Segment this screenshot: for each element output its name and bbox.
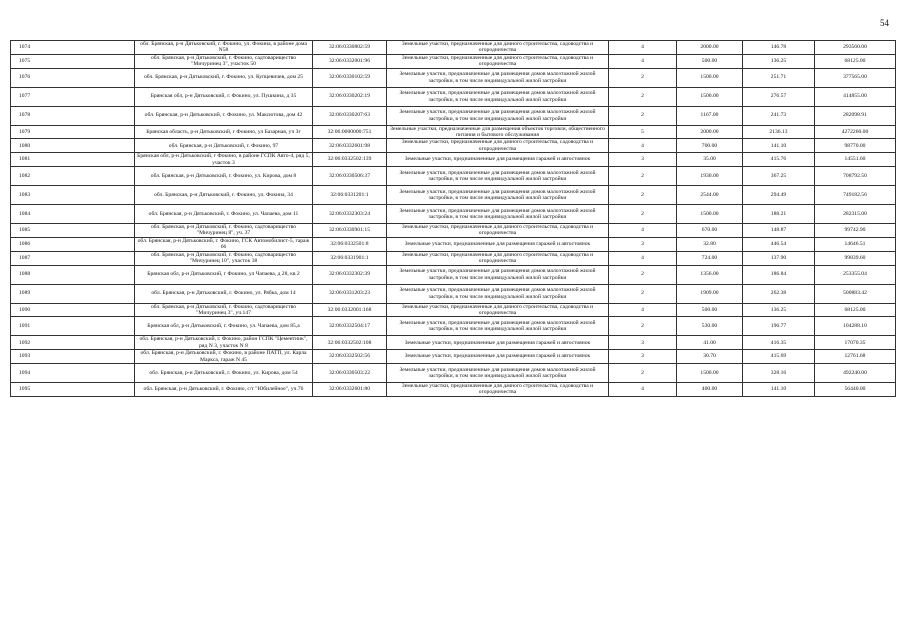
land-use-cell: Земельные участки, предназначенные для размещения домов малоэтажной жилой застройки, в том числе индивидуальной жилой застройки — [387, 363, 609, 382]
use-group-cell: 4 — [609, 251, 677, 265]
specific-value-cell: 367.25 — [743, 167, 815, 186]
specific-value-cell: 262.38 — [743, 284, 815, 303]
specific-value-cell: 276.57 — [743, 87, 815, 106]
land-use-cell: Земельные участки, предназначенные для размещения домов малоэтажной жилой застройки, в том числе индивидуальной жилой застройки — [387, 317, 609, 336]
address-cell: обл. Брянская, р-н Дятьковский, г. Фокино, ул. Купцевичев, дом 25 — [135, 68, 313, 87]
cadastral-value-cell: 492240.00 — [815, 363, 896, 382]
land-use-cell: Земельные участки, предназначенные для дачного строительства, садоводства и огородничества — [387, 54, 609, 68]
cadastral-value-cell: 282315.00 — [815, 205, 896, 224]
table-row — [11, 303, 896, 317]
land-use-cell: Земельные участки, предназначенные для дачного строительства, садоводства и огородничества — [387, 139, 609, 153]
page-number: 54 — [880, 18, 889, 28]
cadastral-number-cell: 32:06:0331901:1 — [313, 251, 387, 265]
land-use-cell: Земельные участки, предназначенные для размещения гаражей и автостоянок — [387, 153, 609, 167]
row-number: 1080 — [11, 139, 135, 153]
table-row — [11, 284, 896, 303]
cadastral-value-cell: 500883.42 — [815, 284, 896, 303]
cadastral-number-cell: 32:06:0332001:96 — [313, 54, 387, 68]
cadastral-value-table — [10, 40, 896, 397]
area-cell: 500.00 — [677, 303, 743, 317]
area-cell: 1909.00 — [677, 284, 743, 303]
area-cell: 400.00 — [677, 382, 743, 396]
area-cell: 41.00 — [677, 336, 743, 350]
table-row — [11, 382, 896, 396]
cadastral-value-cell: 68125.00 — [815, 54, 896, 68]
address-cell: обл. Брянская, р-н Дятьковский, г. Фокино, с/т "Юбилейное", уч.76 — [135, 382, 313, 396]
address-cell: Брянская область, р-н Дятьковский, г Фокино, ул Базарная, уч 3г — [135, 125, 313, 139]
row-number: 1076 — [11, 68, 135, 87]
table-row — [11, 186, 896, 205]
cadastral-number-cell: 32:06:0332502:139 — [313, 153, 387, 167]
specific-value-cell: 141.10 — [743, 382, 815, 396]
row-number: 1082 — [11, 167, 135, 186]
table-row — [11, 54, 896, 68]
cadastral-number-cell: 32:06:0332502:108 — [313, 336, 387, 350]
area-cell: 1500.00 — [677, 68, 743, 87]
address-cell: Брянская обл, р-н Дятьковский, г. Фокино, ул. Чапаева, дом 85,а — [135, 317, 313, 336]
cadastral-number-cell: 32:06:0332601:98 — [313, 139, 387, 153]
area-cell: 1500.00 — [677, 87, 743, 106]
table-row — [11, 237, 896, 251]
cadastral-value-cell: 14551.60 — [815, 153, 896, 167]
use-group-cell: 3 — [609, 153, 677, 167]
row-number: 1084 — [11, 205, 135, 224]
cadastral-value-cell: 14646.51 — [815, 237, 896, 251]
use-group-cell: 2 — [609, 317, 677, 336]
specific-value-cell: 136.25 — [743, 303, 815, 317]
row-number: 1088 — [11, 265, 135, 284]
row-number: 1095 — [11, 382, 135, 396]
table-row — [11, 125, 896, 139]
specific-value-cell: 148.87 — [743, 224, 815, 238]
row-number: 1093 — [11, 350, 135, 364]
address-cell: обл. Брянская, р-н Дятьковский, г. Фокино, садтоварищество "Мичуринец 10", участок 38 — [135, 251, 313, 265]
cadastral-number-cell: 32:06:0331203:23 — [313, 284, 387, 303]
use-group-cell: 2 — [609, 87, 677, 106]
area-cell: 1356.00 — [677, 265, 743, 284]
use-group-cell: 2 — [609, 265, 677, 284]
address-cell: обл. Брянская, р-н Дятьковский, г. Фокино, ул. Максютова, дом 42 — [135, 106, 313, 125]
specific-value-cell: 2136.13 — [743, 125, 815, 139]
address-cell: обл. Брянская, р-н Дятьковский, г. Фокино, садтоварищество "Мичуринец 8", уч. 37 — [135, 224, 313, 238]
cadastral-number-cell: 32:06:0330506:37 — [313, 167, 387, 186]
address-cell: обл. Брянская, р-н Дятьковский, г. Фокино, ул. Чапаева, дом 11 — [135, 205, 313, 224]
area-cell: 700.00 — [677, 139, 743, 153]
cadastral-number-cell: 32:06:0332501:8 — [313, 237, 387, 251]
specific-value-cell: 415.76 — [743, 153, 815, 167]
cadastral-value-cell: 377565.00 — [815, 68, 896, 87]
cadastral-number-cell: 32:06:0331201:1 — [313, 186, 387, 205]
table-row — [11, 87, 896, 106]
cadastral-number-cell: 32:06:0332601:80 — [313, 382, 387, 396]
address-cell: обл. Брянская, р-н Дятьковский, г. Фокино, ул. Фокина, 34 — [135, 186, 313, 205]
land-use-cell: Земельные участки, предназначенные для размещения гаражей и автостоянок — [387, 350, 609, 364]
cadastral-value-cell: 99742.90 — [815, 224, 896, 238]
specific-value-cell: 241.73 — [743, 106, 815, 125]
land-use-cell: Земельные участки, предназначенные для размещения домов малоэтажной жилой застройки, в том числе индивидуальной жилой застройки — [387, 284, 609, 303]
cadastral-number-cell: 32:06:0330102:59 — [313, 68, 387, 87]
table-row — [11, 336, 896, 350]
address-cell: обл. Брянская, р-н Дятьковский, г. Фокино, ГСК Автомобилист-5, гараж 66 — [135, 237, 313, 251]
address-cell: обл. Брянская, р-н Дятьковский, г. Фокино, ул. Фокина, в районе дома N58 — [135, 41, 313, 55]
specific-value-cell: 251.71 — [743, 68, 815, 87]
use-group-cell: 5 — [609, 125, 677, 139]
area-cell: 30.70 — [677, 350, 743, 364]
specific-value-cell: 146.78 — [743, 41, 815, 55]
cadastral-value-cell: 749182.56 — [815, 186, 896, 205]
table-row — [11, 106, 896, 125]
specific-value-cell: 137.90 — [743, 251, 815, 265]
row-number: 1089 — [11, 284, 135, 303]
row-number: 1074 — [11, 41, 135, 55]
specific-value-cell: 141.10 — [743, 139, 815, 153]
table-row — [11, 41, 896, 55]
table-row — [11, 317, 896, 336]
cadastral-value-cell: 414855.00 — [815, 87, 896, 106]
address-cell: обл. Брянская, р-н Дятьковский, г. Фокино, в районе ПАТП, ул. Карла Маркса, гараж N 45 — [135, 350, 313, 364]
table-row — [11, 265, 896, 284]
address-cell: обл. Брянская, р-н Дятьковский, г. Фокино, садтоварищество "Мичуринец 3", участок 50 — [135, 54, 313, 68]
table-row — [11, 153, 896, 167]
cadastral-value-cell: 98770.00 — [815, 139, 896, 153]
land-use-cell: Земельные участки, предназначенные для размещения домов малоэтажной жилой застройки, в том числе индивидуальной жилой застройки — [387, 205, 609, 224]
cadastral-value-cell: 253355.04 — [815, 265, 896, 284]
cadastral-value-cell: 708792.50 — [815, 167, 896, 186]
specific-value-cell: 196.77 — [743, 317, 815, 336]
cadastral-number-cell: 32:06:0332302:39 — [313, 265, 387, 284]
table-row — [11, 363, 896, 382]
use-group-cell: 4 — [609, 54, 677, 68]
cadastral-value-cell: 4272260.00 — [815, 125, 896, 139]
address-cell: обл. Брянская, р-н Дятьковский, г. Фокино, ул. Кирова, дом 54 — [135, 363, 313, 382]
land-use-cell: Земельные участки, предназначенные для дачного строительства, садоводства и огородничества — [387, 224, 609, 238]
table-row — [11, 205, 896, 224]
cadastral-number-cell: 32:06:0332001:168 — [313, 303, 387, 317]
land-use-cell: Земельные участки, предназначенные для дачного строительства, садоводства и огородничества — [387, 41, 609, 55]
specific-value-cell: 446.54 — [743, 237, 815, 251]
specific-value-cell: 188.21 — [743, 205, 815, 224]
area-cell: 35.00 — [677, 153, 743, 167]
use-group-cell: 3 — [609, 336, 677, 350]
cadastral-number-cell: 32:06:0330901:15 — [313, 224, 387, 238]
use-group-cell: 4 — [609, 224, 677, 238]
table-row — [11, 350, 896, 364]
area-cell: 2000.00 — [677, 41, 743, 55]
area-cell: 724.00 — [677, 251, 743, 265]
cadastral-value-cell: 282098.91 — [815, 106, 896, 125]
use-group-cell: 4 — [609, 139, 677, 153]
cadastral-value-cell: 99839.60 — [815, 251, 896, 265]
address-cell: обл. Брянская, р-н Дятьковский, г. Фокино, район ГСПК "Цементник", ряд N 3, участок N 8 — [135, 336, 313, 350]
row-number: 1087 — [11, 251, 135, 265]
land-use-cell: Земельные участки, предназначенные для размещения домов малоэтажной жилой застройки, в том числе индивидуальной жилой застройки — [387, 87, 609, 106]
address-cell: Брянская обл, р-н Дятьковский, г Фокино, ул Чапаева, д 28, кв 2 — [135, 265, 313, 284]
use-group-cell: 2 — [609, 205, 677, 224]
row-number: 1079 — [11, 125, 135, 139]
cadastral-value-cell: 293560.00 — [815, 41, 896, 55]
land-use-cell: Земельные участки, предназначенные для размещения гаражей и автостоянок — [387, 237, 609, 251]
area-cell: 530.00 — [677, 317, 743, 336]
cadastral-number-cell: 32:06:0330202:19 — [313, 87, 387, 106]
row-number: 1081 — [11, 153, 135, 167]
area-cell: 1500.00 — [677, 363, 743, 382]
address-cell: обл. Брянская, р-н Дятьковский, г. Фокино, 97 — [135, 139, 313, 153]
cadastral-number-cell: 32:06:0332502:56 — [313, 350, 387, 364]
table-row — [11, 139, 896, 153]
address-cell: обл. Брянская, р-н Дятьковский, г. Фокино, ул. Рябка, дом 14 — [135, 284, 313, 303]
area-cell: 32.80 — [677, 237, 743, 251]
use-group-cell: 3 — [609, 350, 677, 364]
table-row — [11, 167, 896, 186]
row-number: 1086 — [11, 237, 135, 251]
area-cell: 2544.00 — [677, 186, 743, 205]
area-cell: 670.00 — [677, 224, 743, 238]
cadastral-value-cell: 56440.00 — [815, 382, 896, 396]
cadastral-number-cell: 32:06:0000000:751 — [313, 125, 387, 139]
land-use-cell: Земельные участки, предназначенные для размещения домов малоэтажной жилой застройки, в том числе индивидуальной жилой застройки — [387, 265, 609, 284]
land-use-cell: Земельные участки, предназначенные для размещения домов малоэтажной жилой застройки, в том числе индивидуальной жилой застройки — [387, 106, 609, 125]
land-use-cell: Земельные участки, предназначенные для размещения домов малоэтажной жилой застройки, в том числе индивидуальной жилой застройки — [387, 186, 609, 205]
table-row — [11, 251, 896, 265]
row-number: 1078 — [11, 106, 135, 125]
use-group-cell: 2 — [609, 363, 677, 382]
cadastral-value-cell: 12761.68 — [815, 350, 896, 364]
use-group-cell: 3 — [609, 237, 677, 251]
land-use-cell: Земельные участки, предназначенные для размещения объектов торговли, общественного питания и бытового обслуживания — [387, 125, 609, 139]
use-group-cell: 2 — [609, 186, 677, 205]
specific-value-cell: 136.25 — [743, 54, 815, 68]
row-number: 1091 — [11, 317, 135, 336]
table-body — [11, 41, 896, 397]
cadastral-number-cell: 32:06:0332504:17 — [313, 317, 387, 336]
area-cell: 1500.00 — [677, 205, 743, 224]
use-group-cell: 4 — [609, 41, 677, 55]
row-number: 1083 — [11, 186, 135, 205]
land-use-cell: Земельные участки, предназначенные для дачного строительства, садоводства и огородничества — [387, 303, 609, 317]
row-number: 1077 — [11, 87, 135, 106]
specific-value-cell: 186.84 — [743, 265, 815, 284]
address-cell: обл. Брянская, р-н Дятьковский, г. Фокино, садтоварищество "Мичуринец 3", уч.147 — [135, 303, 313, 317]
address-cell: обл. Брянская, р-н Дятьковский, г. Фокино, ул. Кирова, дом 8 — [135, 167, 313, 186]
cadastral-value-cell: 68125.00 — [815, 303, 896, 317]
land-use-cell: Земельные участки, предназначенные для дачного строительства, садоводства и огородничества — [387, 382, 609, 396]
area-cell: 500.00 — [677, 54, 743, 68]
table-row — [11, 68, 896, 87]
specific-value-cell: 416.35 — [743, 336, 815, 350]
row-number: 1090 — [11, 303, 135, 317]
land-use-cell: Земельные участки, предназначенные для размещения гаражей и автостоянок — [387, 336, 609, 350]
specific-value-cell: 415.69 — [743, 350, 815, 364]
row-number: 1094 — [11, 363, 135, 382]
use-group-cell: 2 — [609, 167, 677, 186]
row-number: 1092 — [11, 336, 135, 350]
land-use-cell: Земельные участки, предназначенные для размещения домов малоэтажной жилой застройки, в том числе индивидуальной жилой застройки — [387, 167, 609, 186]
area-cell: 1930.00 — [677, 167, 743, 186]
cadastral-value-cell: 17070.35 — [815, 336, 896, 350]
area-cell: 2000.00 — [677, 125, 743, 139]
address-cell: Брянская обл, р-н Дятьковский, г. Фокино, ул. Пушкина, д 35 — [135, 87, 313, 106]
row-number: 1085 — [11, 224, 135, 238]
use-group-cell: 2 — [609, 106, 677, 125]
cadastral-number-cell: 32:06:0330503:22 — [313, 363, 387, 382]
row-number: 1075 — [11, 54, 135, 68]
use-group-cell: 4 — [609, 303, 677, 317]
cadastral-value-cell: 104288.10 — [815, 317, 896, 336]
use-group-cell: 4 — [609, 382, 677, 396]
land-use-cell: Земельные участки, предназначенные для размещения домов малоэтажной жилой застройки, в том числе индивидуальной жилой застройки — [387, 68, 609, 87]
cadastral-number-cell: 32:06:0330207:63 — [313, 106, 387, 125]
use-group-cell: 2 — [609, 68, 677, 87]
cadastral-number-cell: 32:06:0332303:24 — [313, 205, 387, 224]
address-cell: Брянская обл, р-н Дятьковский, г Фокино, в районе ГСПК Авто-4, ряд 5, участок 3 — [135, 153, 313, 167]
land-use-cell: Земельные участки, предназначенные для дачного строительства, садоводства и огородничества — [387, 251, 609, 265]
specific-value-cell: 328.16 — [743, 363, 815, 382]
cadastral-number-cell: 32:06:0330802:59 — [313, 41, 387, 55]
table-row — [11, 224, 896, 238]
specific-value-cell: 294.49 — [743, 186, 815, 205]
area-cell: 1167.00 — [677, 106, 743, 125]
use-group-cell: 2 — [609, 284, 677, 303]
